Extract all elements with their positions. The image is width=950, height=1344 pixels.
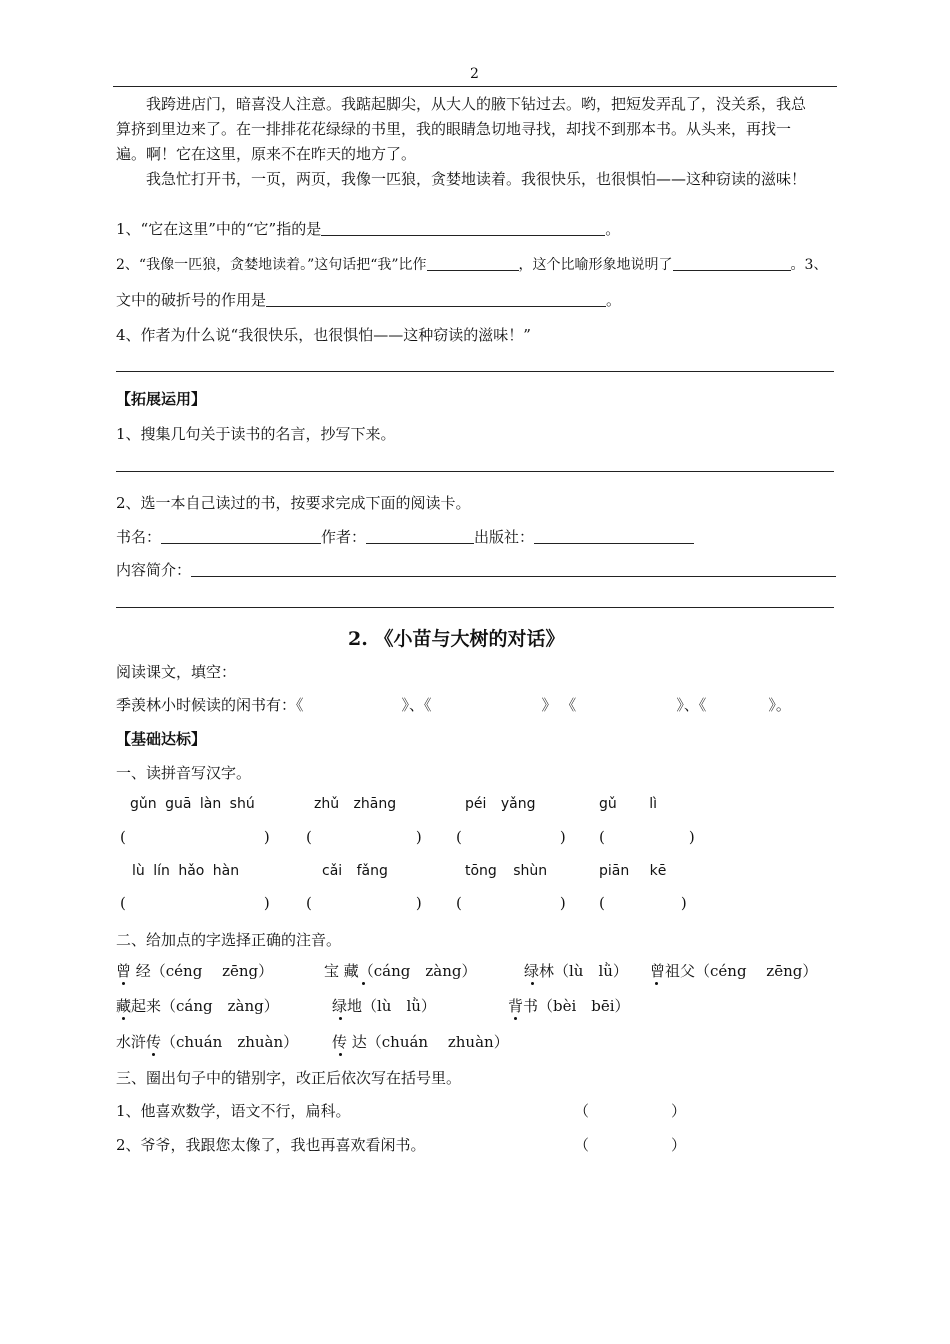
paren-row-2b — [306, 894, 422, 912]
emphasis-dot — [122, 982, 125, 985]
paren-open: ( — [599, 894, 605, 912]
paren-open: ( — [120, 894, 126, 912]
question-2-end: 。3、 — [790, 257, 828, 273]
page-number: 2 — [470, 66, 479, 82]
passage-line-1: 我跨进店门，暗喜没人注意。我踮起脚尖，从大人的腋下钻过去。哟，把短发弄乱了，没关系，我总 — [146, 95, 807, 113]
lesson-title: 2. 《小苗与大树的对话》 — [348, 628, 565, 650]
paren-open: ( — [456, 828, 462, 846]
paren-row-1c — [456, 828, 566, 846]
paren-close: ） — [671, 1102, 687, 1120]
paren-open: ( — [120, 828, 126, 846]
answer-blank-3[interactable] — [266, 292, 606, 307]
paren-row-1d — [599, 828, 695, 846]
book-name-blank[interactable] — [161, 529, 321, 544]
basic-heading: 【基础达标】 — [116, 730, 207, 748]
paren-close: ) — [680, 894, 687, 912]
emphasis-dot — [152, 1053, 155, 1056]
books-sep-2: 》 《 — [541, 696, 577, 714]
emphasis-dot — [362, 982, 365, 985]
pinyin-2: zhǔ zhāng — [314, 796, 397, 812]
paren-close: ) — [559, 894, 566, 912]
paren-close: ) — [415, 894, 422, 912]
correction-box-2[interactable] — [574, 1134, 686, 1155]
paren-close: ) — [263, 894, 270, 912]
paren-close: ） — [671, 1136, 687, 1154]
passage-line-4: 我急忙打开书，一页，两页，我像一匹狼，贪婪地读着。我很快乐，也很惧怕——这种窃读的滋味！ — [146, 170, 807, 188]
answer-line-4[interactable] — [116, 371, 834, 372]
pinyin-8: piān kē — [599, 863, 667, 879]
choice-7[interactable]: 背书（bèi bēi） — [508, 997, 630, 1015]
emphasis-dot — [514, 1017, 517, 1020]
choice-6[interactable]: 绿地（lù lǜ） — [332, 997, 436, 1015]
paren-row-2 — [120, 894, 270, 912]
section-1-title: 一、读拼音写汉字。 — [116, 764, 252, 782]
pinyin-6: cǎi fǎng — [322, 863, 388, 879]
pinyin-1: gǔn guā làn shú — [130, 796, 255, 812]
pinyin-4: gǔ lì — [599, 796, 657, 812]
book-label: 书名： — [116, 528, 162, 546]
emphasis-dot — [655, 982, 658, 985]
pinyin-5: lù lín hǎo hàn — [132, 863, 240, 879]
paren-open: （ — [574, 1102, 590, 1120]
choice-1[interactable]: 曾 经（céng zēng） — [116, 962, 274, 980]
summary-line-2[interactable] — [116, 607, 834, 608]
question-2-mid: ，这个比喻形象地说明了 — [518, 257, 673, 273]
lesson-intro: 阅读课文，填空： — [116, 663, 237, 681]
emphasis-dot — [122, 1017, 125, 1020]
paren-close: ) — [559, 828, 566, 846]
publisher-label: 出版社： — [474, 528, 535, 546]
passage-line-2: 算挤到里边来了。在一排排花花绿绿的书里，我的眼睛急切地寻找，却找不到那本书。从头来，再找一 — [116, 120, 792, 138]
choice-5[interactable]: 藏起来（cáng zàng） — [116, 997, 279, 1015]
section-2-title: 二、给加点的字选择正确的注音。 — [116, 931, 342, 949]
paren-row-2d — [599, 894, 687, 912]
choice-3[interactable]: 绿林（lù lǜ） — [524, 962, 628, 980]
paren-close: ) — [415, 828, 422, 846]
publisher-blank[interactable] — [534, 529, 694, 544]
choice-8[interactable]: 水浒传（chuán zhuàn） — [116, 1033, 299, 1051]
extension-item-1: 1、搜集几句关于读书的名言，抄写下来。 — [116, 425, 396, 443]
paren-open: （ — [574, 1136, 590, 1154]
paren-open: ( — [456, 894, 462, 912]
books-sep-3: 》、《 — [676, 696, 707, 714]
answer-blank-1[interactable] — [321, 221, 605, 236]
pinyin-3: péi yǎng — [465, 796, 536, 812]
pinyin-7: tōng shùn — [465, 863, 548, 879]
correction-box-1[interactable] — [574, 1100, 686, 1121]
passage-line-3: 遍。啊！它在这里，原来不在昨天的地方了。 — [116, 145, 417, 163]
question-1-end: 。 — [605, 220, 621, 238]
extension-heading: 【拓展运用】 — [116, 390, 207, 408]
paren-close: ) — [263, 828, 270, 846]
emphasis-dot — [339, 1017, 342, 1020]
author-label: 作者： — [321, 528, 367, 546]
reading-card-row — [116, 526, 694, 547]
paren-row-2c — [456, 894, 566, 912]
paren-row-1 — [120, 828, 270, 846]
paren-open: ( — [306, 828, 312, 846]
header-rule — [113, 86, 837, 87]
emphasis-dot — [339, 1053, 342, 1056]
question-3-text: 文中的破折号的作用是 — [116, 291, 267, 309]
question-3-end: 。 — [606, 291, 622, 309]
summary-label: 内容简介： — [116, 561, 192, 579]
author-blank[interactable] — [366, 529, 474, 544]
sentence-1: 1、他喜欢数学，语文不行，扁科。 — [116, 1102, 351, 1120]
choice-9[interactable]: 传 达（chuán zhuàn） — [332, 1033, 509, 1051]
question-2 — [116, 254, 827, 274]
books-end: 》。 — [768, 696, 791, 714]
answer-blank-2b[interactable] — [673, 256, 791, 271]
paren-open: ( — [306, 894, 312, 912]
question-4: 4、作者为什么说“我很快乐，也很惧怕——这种窃读的滋味！” — [116, 326, 531, 344]
question-3 — [116, 289, 621, 310]
choice-2[interactable]: 宝 藏（cáng zàng） — [324, 962, 477, 980]
books-row — [116, 694, 791, 715]
answer-blank-2a[interactable] — [427, 256, 519, 271]
books-sep-1: 》、《 — [401, 696, 432, 714]
section-3-title: 三、圈出句子中的错别字，改正后依次写在括号里。 — [116, 1069, 462, 1087]
choice-4[interactable]: 曾祖父（céng zēng） — [650, 962, 818, 980]
summary-row — [116, 559, 836, 580]
emphasis-dot — [531, 982, 534, 985]
answer-line-quotes[interactable] — [116, 471, 834, 472]
paren-close: ) — [688, 828, 695, 846]
paren-row-1b — [306, 828, 422, 846]
summary-blank[interactable] — [191, 562, 836, 577]
books-text: 季羡林小时候读的闲书有：《 — [116, 696, 304, 714]
sentence-2: 2、爷爷，我跟您太像了，我也再喜欢看闲书。 — [116, 1136, 426, 1154]
paren-open: ( — [599, 828, 605, 846]
question-2-text: 2、“我像一匹狼，贪婪地读着。”这句话把“我”比作 — [116, 257, 427, 273]
question-1 — [116, 218, 620, 239]
question-1-text: 1、“它在这里”中的“它”指的是 — [116, 220, 322, 238]
extension-item-2: 2、选一本自己读过的书，按要求完成下面的阅读卡。 — [116, 494, 471, 512]
